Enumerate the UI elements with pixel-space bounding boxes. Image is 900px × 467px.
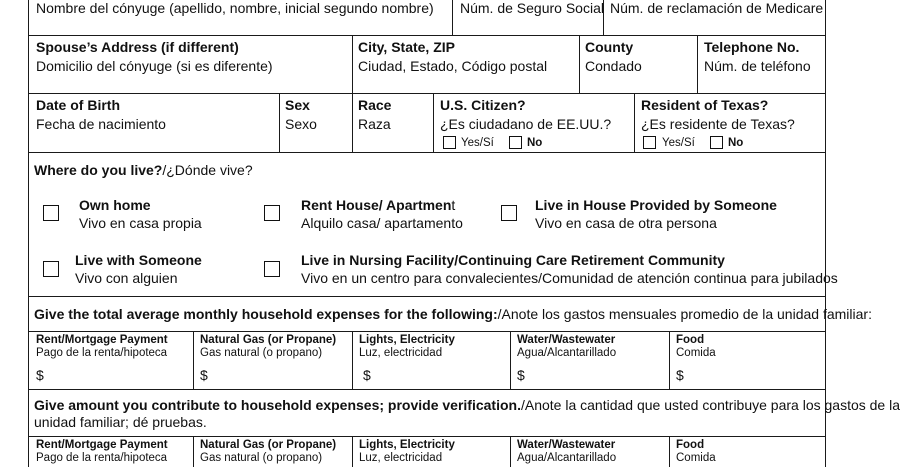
divider-live-top — [28, 152, 826, 153]
rent-label-b: t — [451, 197, 456, 213]
contribute-sep-3 — [510, 436, 511, 467]
expense-gas-label: Natural Gas (or Propane) — [200, 334, 337, 346]
expense-food-currency: $ — [676, 367, 684, 383]
row0-sep-1 — [452, 0, 453, 35]
expense-gas-input[interactable] — [212, 366, 347, 386]
expense-rent-label-es: Pago de la renta/hipoteca — [36, 347, 168, 359]
race-label-es: Raza — [358, 116, 391, 132]
race-label: Race — [358, 97, 392, 113]
contribute-water-label: Water/Wastewater — [517, 439, 616, 451]
expense-food-label: Food — [676, 334, 705, 346]
citizen-no-label: No — [527, 137, 543, 149]
nursing-facility-label-es: Vivo en un centro para convalecientes/Comunidad de atención continua para jubilados — [301, 270, 838, 286]
live-question-es: /¿Dónde vive? — [162, 162, 253, 178]
live-question-en: Where do you live? — [34, 162, 163, 178]
expense-lights-label-es: Luz, electricidad — [359, 347, 443, 359]
rent-label-es: Alquilo casa/ apartamento — [301, 215, 463, 231]
resident-no-label: No — [728, 137, 744, 149]
nursing-facility-label: Live in Nursing Facility/Continuing Care Retirement Community — [301, 252, 725, 268]
row2-sep-4 — [634, 93, 635, 152]
contribute-rent-label-es: Pago de la renta/hipoteca — [36, 452, 168, 464]
expense-water-currency: $ — [517, 367, 525, 383]
own-home-label-es: Vivo en casa propia — [79, 215, 202, 231]
expense-sep-3 — [510, 331, 511, 389]
row2-sep-1 — [279, 93, 280, 152]
expense-lights-label: Lights, Electricity — [359, 334, 455, 346]
rent-checkbox[interactable] — [264, 205, 280, 221]
left-border — [28, 0, 29, 467]
expense-food-label-es: Comida — [676, 347, 716, 359]
provided-house-label: Live in House Provided by Someone — [535, 197, 777, 213]
city-label: City, State, ZIP — [358, 39, 455, 55]
expense-water-input[interactable] — [529, 366, 664, 386]
expense-sep-1 — [193, 331, 194, 389]
expense-lights-currency: $ — [363, 367, 371, 383]
contribute-heading-en: Give amount you contribute to household expenses; provide verification. — [34, 397, 521, 413]
row2-sep-2 — [352, 93, 353, 152]
divider-row1-top — [28, 35, 826, 36]
expense-sep-4 — [669, 331, 670, 389]
contribute-rent-label: Rent/Mortgage Payment — [36, 439, 168, 451]
citizen-label: U.S. Citizen? — [440, 97, 526, 113]
live-with-someone-label-es: Vivo con alguien — [75, 270, 178, 286]
resident-yes-label: Yes/Sí — [662, 137, 695, 149]
expense-lights-input[interactable] — [375, 366, 505, 386]
phone-label-es: Núm. de teléfono — [704, 58, 811, 74]
sex-label: Sex — [285, 97, 310, 113]
contribute-water-label-es: Agua/Alcantarillado — [517, 452, 617, 464]
county-label-es: Condado — [585, 58, 642, 74]
contribute-lights-label-es: Luz, electricidad — [359, 452, 443, 464]
row1-sep-2 — [579, 35, 580, 93]
rent-label — [301, 197, 455, 213]
dob-label: Date of Birth — [36, 97, 120, 113]
expense-rent-input[interactable] — [48, 366, 188, 386]
expenses-heading — [34, 306, 872, 322]
expenses-heading-es: /Anote los gastos mensuales promedio de la unidad familiar: — [497, 306, 872, 322]
expense-gas-currency: $ — [200, 367, 208, 383]
expense-gas-label-es: Gas natural (o propano) — [200, 347, 323, 359]
contribute-gas-label: Natural Gas (or Propane) — [200, 439, 337, 451]
divider-row2-top — [28, 93, 826, 94]
expenses-heading-en: Give the total average monthly household expenses for the following: — [34, 306, 498, 322]
expense-water-label: Water/Wastewater — [517, 334, 616, 346]
contribute-gas-label-es: Gas natural (o propano) — [200, 452, 323, 464]
medicare-label: Núm. de reclamación de Medicare — [610, 0, 824, 16]
expense-sep-2 — [352, 331, 353, 389]
dob-label-es: Fecha de nacimiento — [36, 116, 166, 132]
resident-label: Resident of Texas? — [641, 97, 769, 113]
divider-contribute-top — [28, 389, 826, 390]
resident-label-es: ¿Es residente de Texas? — [641, 116, 795, 132]
expense-food-input[interactable] — [688, 366, 818, 386]
nursing-facility-checkbox[interactable] — [264, 261, 280, 277]
provided-house-label-es: Vivo en casa de otra persona — [535, 215, 717, 231]
citizen-label-es: ¿Es ciudadano de EE.UU.? — [440, 116, 612, 132]
resident-yes-checkbox[interactable] — [643, 136, 656, 149]
contribute-heading-es-1: /Anote la cantidad que usted contribuye para los gastos de la — [520, 397, 900, 413]
spouse-address-label: Spouse’s Address (if different) — [36, 39, 239, 55]
expense-rent-label: Rent/Mortgage Payment — [36, 334, 168, 346]
divider-contribute-cols-top — [28, 436, 826, 437]
city-label-es: Ciudad, Estado, Código postal — [358, 58, 548, 74]
contribute-lights-label: Lights, Electricity — [359, 439, 455, 451]
expense-rent-currency: $ — [36, 367, 44, 383]
citizen-yes-label: Yes/Sí — [461, 137, 494, 149]
spouse-address-label-es: Domicilio del cónyuge (si es diferente) — [36, 58, 273, 74]
divider-expense-cols-top — [28, 331, 826, 332]
resident-no-checkbox[interactable] — [710, 136, 723, 149]
own-home-checkbox[interactable] — [43, 205, 59, 221]
row1-sep-1 — [352, 35, 353, 93]
contribute-heading — [34, 397, 900, 413]
spouse-name-label: Nombre del cónyuge (apellido, nombre, inicial segundo nombre) — [36, 0, 434, 16]
contribute-food-label: Food — [676, 439, 705, 451]
sex-label-es: Sexo — [285, 116, 317, 132]
divider-expenses-top — [28, 296, 826, 297]
contribute-heading-line2: unidad familiar; dé pruebas. — [34, 414, 207, 430]
contribute-sep-2 — [352, 436, 353, 467]
live-with-someone-checkbox[interactable] — [43, 261, 59, 277]
contribute-food-label-es: Comida — [676, 452, 716, 464]
contribute-sep-4 — [669, 436, 670, 467]
citizen-yes-checkbox[interactable] — [443, 136, 456, 149]
provided-house-checkbox[interactable] — [501, 205, 517, 221]
live-question — [34, 162, 253, 178]
live-with-someone-label: Live with Someone — [75, 252, 202, 268]
ssn-label: Núm. de Seguro Social — [460, 0, 604, 16]
citizen-no-checkbox[interactable] — [509, 136, 522, 149]
rent-label-a: Rent House/ Apartmen — [301, 197, 452, 213]
contribute-sep-1 — [193, 436, 194, 467]
row2-sep-3 — [433, 93, 434, 152]
expense-water-label-es: Agua/Alcantarillado — [517, 347, 617, 359]
own-home-label: Own home — [79, 197, 151, 213]
phone-label: Telephone No. — [704, 39, 800, 55]
county-label: County — [585, 39, 634, 55]
row1-sep-3 — [697, 35, 698, 93]
